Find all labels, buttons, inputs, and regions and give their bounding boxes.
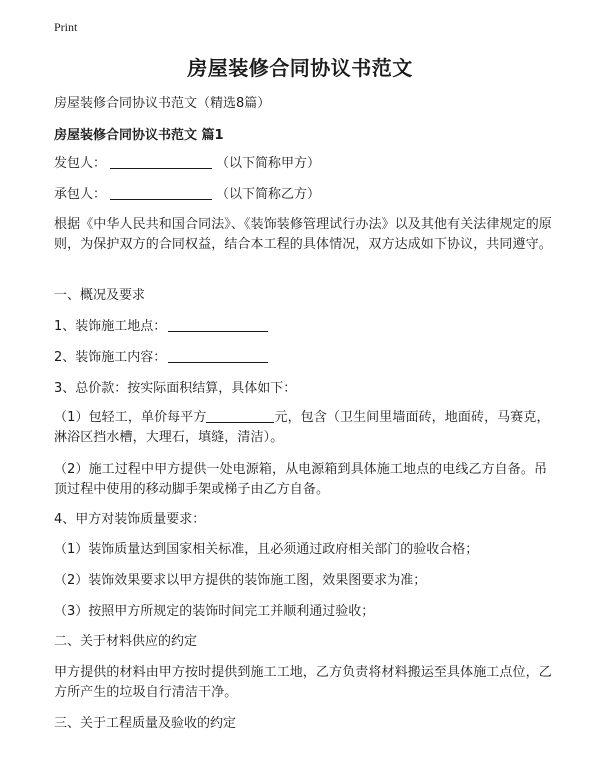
party-a-blank: [110, 154, 212, 169]
quality-3: （3）按照甲方所规定的装饰时间完工并顺利通过验收；: [54, 604, 375, 619]
party-a-line: [54, 154, 554, 174]
quality-1: （1）装饰质量达到国家相关标准，且必须通过政府相关部门的验收合格；: [54, 542, 479, 557]
item-quality: 4、甲方对装饰质量要求：: [54, 512, 206, 527]
heading-overview: 一、概况及要求: [54, 288, 146, 303]
item-location-label: 1、装饰施工地点：: [54, 319, 167, 334]
item-content-blank: [168, 348, 268, 363]
party-b-label: 承包人：: [54, 187, 107, 202]
price-prefix: （1）包轻工，单价每平方: [54, 410, 207, 425]
item-content-label: 2、装饰施工内容：: [54, 350, 167, 365]
item-price: 3、总价款：按实际面积结算，具体如下：: [54, 381, 297, 396]
item-location-blank: [168, 317, 268, 332]
party-a-note: （以下简称甲方）: [216, 156, 321, 171]
document-title: 房屋装修合同协议书范文: [187, 56, 413, 80]
heading-quality-acceptance: 三、关于工程质量及验收的约定: [54, 716, 237, 731]
print-label[interactable]: Print: [54, 20, 78, 34]
party-b-note: （以下简称乙方）: [216, 187, 321, 202]
price-paragraph: [54, 408, 554, 448]
power-paragraph: （2）施工过程中甲方提供一处电源箱，从电源箱到具体施工地点的电线乙方自备。吊顶过程中使用的移动脚手架或梯子由乙方自备。: [54, 462, 548, 497]
party-b-blank: [110, 185, 212, 200]
materials-paragraph: 甲方提供的材料由甲方按时提供到施工工地，乙方负责将材料搬运至具体施工点位，乙方所产生的垃圾自行清洁干净。: [54, 665, 552, 700]
section-heading: 房屋装修合同协议书范文 篇1: [54, 128, 224, 143]
item-location-line: [54, 317, 554, 337]
price-suffix: 元，包含（卫生间里墙面砖，地面砖，马赛克，淋浴区挡水槽，大理石，填缝，清洁）。: [54, 410, 550, 445]
item-content-line: [54, 348, 554, 368]
unit-price-blank: [206, 408, 274, 423]
heading-materials: 二、关于材料供应的约定: [54, 634, 198, 649]
party-b-line: [54, 185, 554, 205]
document-subtitle: 房屋装修合同协议书范文（精选8篇）: [54, 96, 271, 111]
party-a-label: 发包人：: [54, 156, 107, 171]
quality-2: （2）装饰效果要求以甲方提供的装饰施工图，效果图要求为准；: [54, 573, 427, 588]
intro-paragraph: 根据《中华人民共和国合同法》、《装饰装修管理试行办法》以及其他有关法律规定的原则，为保护双方的合同权益，结合本工程的具体情况，双方达成如下协议，共同遵守。: [54, 217, 552, 252]
